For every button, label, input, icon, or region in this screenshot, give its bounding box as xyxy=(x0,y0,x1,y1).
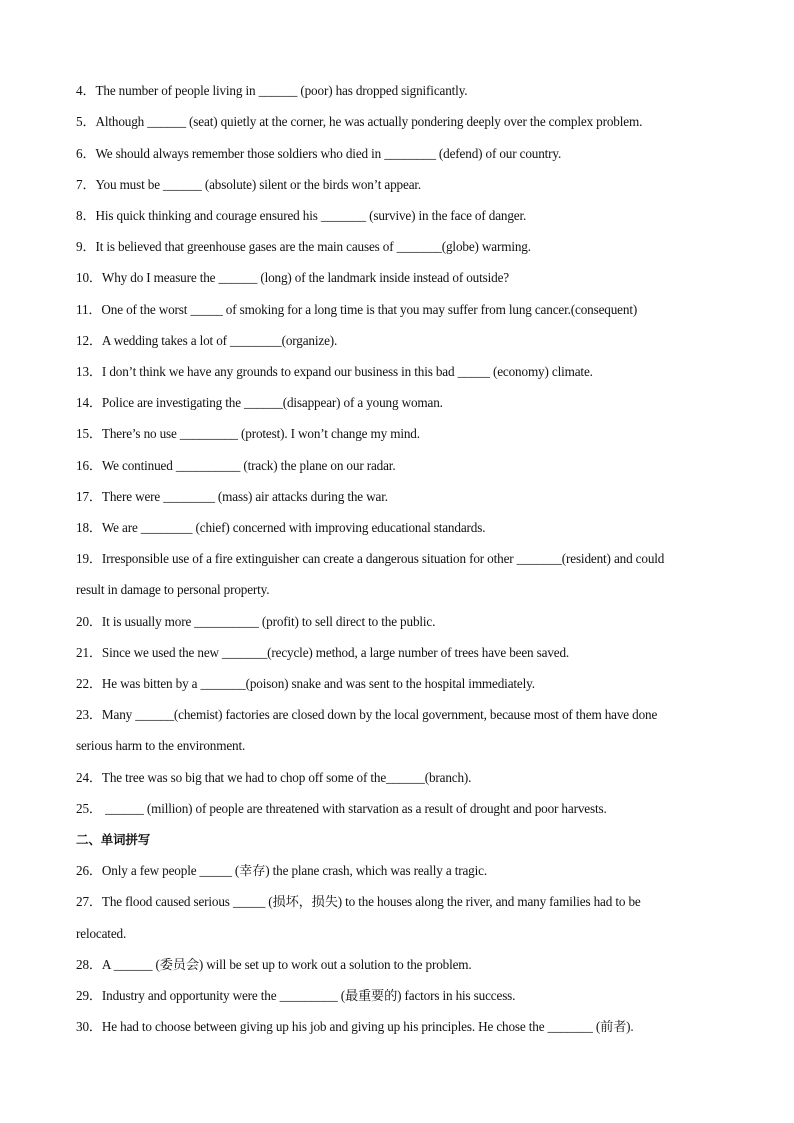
section-title: 二、单词拼写 xyxy=(76,832,151,847)
question-20: 20．It is usually more __________ (profit) to sell direct to the public. xyxy=(76,614,436,629)
question-12: 12．A wedding takes a lot of ________(organize). xyxy=(76,333,338,348)
question-17: 17．There were ________ (mass) air attacks during the war. xyxy=(76,489,388,504)
question-27-continued: relocated. xyxy=(76,926,127,941)
question-19: 19．Irresponsible use of a fire extinguisher can create a dangerous situation for other _______(resident) and could xyxy=(76,551,665,566)
question-28: 28．A ______ (委员会) will be set up to work out a solution to the problem. xyxy=(76,957,472,972)
question-24: 24．The tree was so big that we had to chop off some of the______(branch). xyxy=(76,770,472,785)
question-11: 11．One of the worst _____ of smoking for a long time is that you may suffer from lung cancer.(consequent) xyxy=(76,302,638,317)
question-6: 6．We should always remember those soldiers who died in ________ (defend) of our country. xyxy=(76,146,562,161)
question-26: 26．Only a few people _____ (幸存) the plane crash, which was really a tragic. xyxy=(76,863,487,878)
question-29: 29．Industry and opportunity were the _________ (最重要的) factors in his success. xyxy=(76,988,516,1003)
question-8: 8．His quick thinking and courage ensured his _______ (survive) in the face of danger. xyxy=(76,208,527,223)
question-16: 16．We continued __________ (track) the plane on our radar. xyxy=(76,458,396,473)
question-25: 25． ______ (million) of people are threatened with starvation as a result of drought and poor harvests. xyxy=(76,801,607,816)
question-23-continued: serious harm to the environment. xyxy=(76,738,246,753)
question-19-continued: result in damage to personal property. xyxy=(76,582,270,597)
question-4: 4．The number of people living in ______ (poor) has dropped significantly. xyxy=(76,83,468,98)
question-9: 9．It is believed that greenhouse gases are the main causes of _______(globe) warming. xyxy=(76,239,531,254)
question-5: 5．Although ______ (seat) quietly at the corner, he was actually pondering deeply over the complex problem. xyxy=(76,114,643,129)
question-21: 21．Since we used the new _______(recycle) method, a large number of trees have been saved. xyxy=(76,645,570,660)
question-30: 30．He had to choose between giving up his job and giving up his principles. He chose the _______ (前者). xyxy=(76,1019,634,1034)
question-27: 27．The flood caused serious _____ (损坏，损失) to the houses along the river, and many families had to be xyxy=(76,894,641,909)
question-7: 7．You must be ______ (absolute) silent or the birds won’t appear. xyxy=(76,177,422,192)
question-13: 13．I don’t think we have any grounds to expand our business in this bad _____ (economy) climate. xyxy=(76,364,593,379)
question-15: 15．There’s no use _________ (protest). I won’t change my mind. xyxy=(76,426,420,441)
question-10: 10．Why do I measure the ______ (long) of the landmark inside instead of outside? xyxy=(76,270,509,285)
question-22: 22．He was bitten by a _______(poison) snake and was sent to the hospital immediately. xyxy=(76,676,535,691)
question-23: 23．Many ______(chemist) factories are closed down by the local government, because most of them have done xyxy=(76,707,658,722)
question-18: 18．We are ________ (chief) concerned with improving educational standards. xyxy=(76,520,486,535)
question-14: 14．Police are investigating the ______(disappear) of a young woman. xyxy=(76,395,443,410)
